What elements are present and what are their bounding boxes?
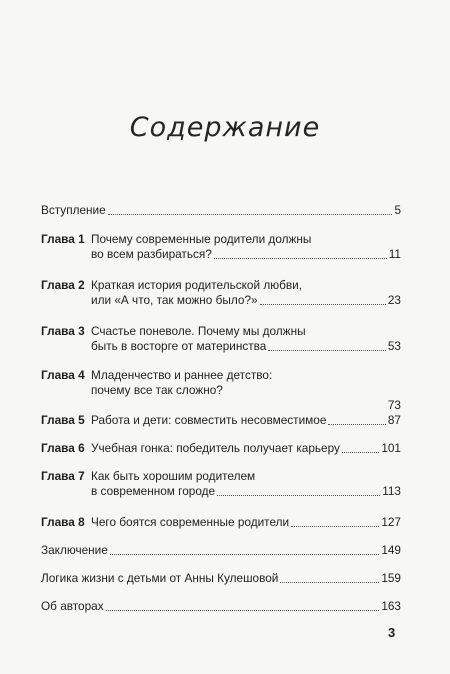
chapter-label: Глава 2 [41, 278, 85, 292]
entry-title: Работа и дети: совместить несовместимое [91, 413, 327, 427]
entry-title-line: Почему современные родители должны [91, 232, 312, 246]
toc-entry-chapter-7 [41, 469, 401, 499]
entry-title-line: Счастье поневоле. Почему мы должны [91, 324, 306, 338]
entry-title: Учебная гонка: победитель получает карьеру [91, 441, 340, 455]
dot-leader [106, 610, 380, 611]
entry-title: Логика жизни с детьми от Анны Кулешовой [41, 571, 279, 585]
dot-leader [268, 350, 386, 351]
entry-title-line: быть в восторге от материнства [91, 339, 267, 353]
toc-entry-appendix [41, 571, 401, 586]
dot-leader [260, 304, 386, 305]
entry-page: 87 [387, 413, 401, 427]
entry-title: Заключение [41, 543, 108, 557]
toc-entry-chapter-3 [41, 324, 401, 354]
entry-page: 149 [381, 543, 401, 557]
page-number: 3 [388, 625, 396, 640]
page-title: Содержание [129, 112, 321, 143]
toc-entry-chapter-4 [41, 368, 401, 413]
entry-page: 127 [381, 515, 401, 529]
dot-leader [110, 554, 379, 555]
dot-leader [280, 582, 379, 583]
dot-leader [217, 495, 380, 496]
entry-title-line: во всем разбираться? [91, 247, 212, 261]
toc-entry-chapter-5 [41, 413, 401, 428]
chapter-label: Глава 5 [41, 413, 85, 427]
entry-page: 159 [381, 571, 401, 585]
dot-leader [214, 258, 387, 259]
chapter-label: Глава 1 [41, 232, 85, 246]
entry-page: 101 [381, 441, 401, 455]
chapter-label: Глава 3 [41, 324, 85, 338]
dot-leader [328, 424, 385, 425]
dot-leader [291, 526, 379, 527]
entry-page: 163 [381, 599, 401, 613]
entry-title-line: или «А что, так можно было?» [91, 293, 258, 307]
toc-entry-chapter-1 [41, 232, 401, 262]
entry-title: Вступление [41, 203, 106, 217]
entry-page: 73 [387, 398, 401, 412]
toc-entry-chapter-8 [41, 515, 401, 530]
entry-title-line: в современном городе [91, 484, 216, 498]
entry-title: Чего боятся современные родители [91, 515, 290, 529]
chapter-label: Глава 7 [41, 469, 85, 483]
chapter-label: Глава 4 [41, 368, 85, 382]
dot-leader [108, 214, 393, 215]
entry-page: 53 [387, 339, 401, 353]
toc-entry-about-authors [41, 599, 401, 614]
chapter-label: Глава 8 [41, 515, 85, 529]
entry-title-line: Младенчество и раннее детство: [91, 368, 273, 382]
toc-entry-chapter-6 [41, 441, 401, 456]
entry-page: 113 [382, 484, 401, 498]
entry-page: 5 [394, 203, 401, 217]
toc-entry-chapter-2 [41, 278, 401, 308]
entry-page: 23 [387, 293, 401, 307]
entry-title: Об авторах [41, 599, 104, 613]
entry-page: 11 [388, 247, 401, 261]
entry-title-line: Краткая история родительской любви, [91, 278, 302, 292]
entry-title-line: почему все так сложно? [91, 383, 223, 397]
toc-entry-conclusion [41, 543, 401, 558]
toc-entry-introduction [41, 203, 401, 218]
dot-leader [342, 452, 379, 453]
entry-title-line: Как быть хорошим родителем [91, 469, 256, 483]
chapter-label: Глава 6 [41, 441, 85, 455]
